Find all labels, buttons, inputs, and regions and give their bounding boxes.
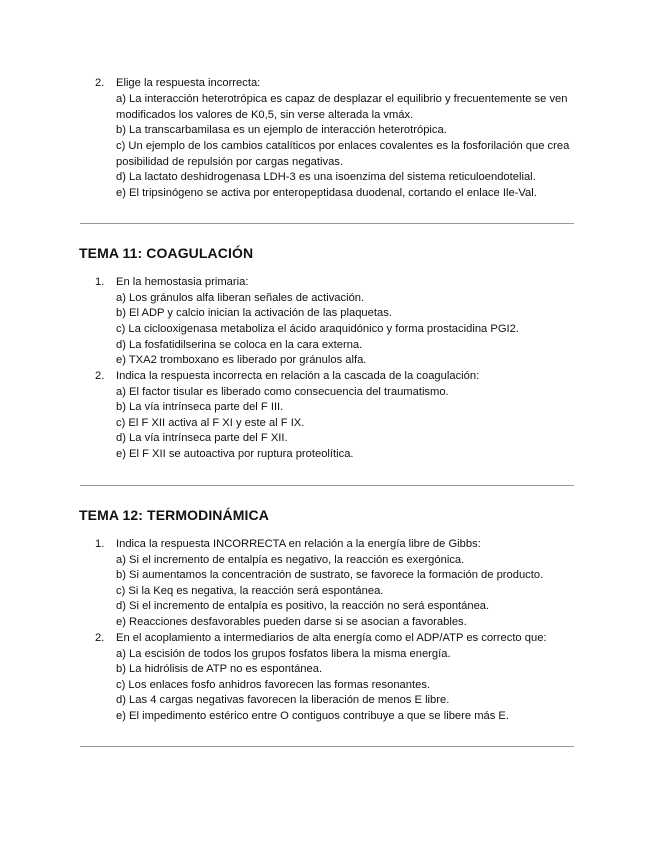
answer-option-d: d) Las 4 cargas negativas favorecen la liberación de menos E libre.	[116, 694, 450, 706]
answer-option-b: b) La hidrólisis de ATP no es espontánea.	[116, 663, 323, 675]
answer-option-a: a) La escisión de todos los grupos fosfatos libera la misma energía.	[116, 648, 451, 660]
answer-option-d: d) La lactato deshidrogenasa LDH-3 es una isoenzima del sistema reticuloendotelial.	[116, 171, 536, 183]
section-divider	[80, 485, 574, 486]
answer-option-b: b) La transcarbamilasa es un ejemplo de interacción heterotrópica.	[116, 124, 447, 136]
section-title: TEMA 12: TERMODINÁMICA	[79, 507, 269, 523]
answer-option-b: b) Si aumentamos la concentración de sustrato, se favorece la formación de producto.	[116, 569, 544, 581]
answer-option-e: e) El F XII se autoactiva por ruptura proteolítica.	[116, 448, 354, 460]
answer-option-b: b) El ADP y calcio inician la activación de las plaquetas.	[116, 307, 392, 319]
question-text: En la hemostasia primaria:	[116, 276, 249, 288]
question-number: 1.	[95, 538, 105, 550]
answer-option-c: c) El F XII activa al F XI y este al F IX.	[116, 417, 305, 429]
question-number: 2.	[95, 77, 105, 89]
question-number: 1.	[95, 276, 105, 288]
section-title: TEMA 11: COAGULACIÓN	[79, 245, 254, 261]
answer-option-c: c) Si la Keq es negativa, la reacción será espontánea.	[116, 585, 384, 597]
question-number: 2.	[95, 632, 105, 644]
answer-option-a: a) La interacción heterotrópica es capaz de desplazar el equilibrio y frecuentemente se ven modificados los valores de K0,5, sin verse alterada la vmáx.	[116, 93, 568, 121]
answer-option-a: a) Si el incremento de entalpía es negativo, la reacción es exergónica.	[116, 554, 465, 566]
answer-option-d: d) La vía intrínseca parte del F XII.	[116, 432, 288, 444]
question-text: Elige la respuesta incorrecta:	[116, 77, 261, 89]
answer-option-c: c) La ciclooxigenasa metaboliza el ácido araquidónico y forma prostacidina PGI2.	[116, 323, 519, 335]
answer-option-d: d) Si el incremento de entalpía es positivo, la reacción no será espontánea.	[116, 600, 490, 612]
section-divider	[80, 223, 574, 224]
answer-option-c: c) Un ejemplo de los cambios catalíticos por enlaces covalentes es la fosforilación que crea posibilidad de repulsión por cargas negativas.	[116, 140, 570, 168]
answer-option-a: a) Los gránulos alfa liberan señales de activación.	[116, 292, 365, 304]
question-text: Indica la respuesta INCORRECTA en relación a la energía libre de Gibbs:	[116, 538, 481, 550]
answer-option-a: a) El factor tisular es liberado como consecuencia del traumatismo.	[116, 386, 449, 398]
answer-option-e: e) TXA2 tromboxano es liberado por gránulos alfa.	[116, 354, 367, 366]
answer-option-e: e) Reacciones desfavorables pueden darse si se asocian a favorables.	[116, 616, 467, 628]
section-divider	[80, 746, 574, 747]
answer-option-e: e) El impedimento estérico entre O contiguos contribuye a que se libere más E.	[116, 710, 510, 722]
answer-option-b: b) La vía intrínseca parte del F III.	[116, 401, 284, 413]
answer-option-d: d) La fosfatidilserina se coloca en la cara externa.	[116, 339, 363, 351]
question-number: 2.	[95, 370, 105, 382]
answer-option-c: c) Los enlaces fosfo anhidros favorecen las formas resonantes.	[116, 679, 431, 691]
answer-option-e: e) El tripsinógeno se activa por enteropeptidasa duodenal, cortando el enlace Ile-Val.	[116, 187, 537, 199]
question-text: Indica la respuesta incorrecta en relación a la cascada de la coagulación:	[116, 370, 480, 382]
question-text: En el acoplamiento a intermediarios de alta energía como el ADP/ATP es correcto que:	[116, 632, 547, 644]
